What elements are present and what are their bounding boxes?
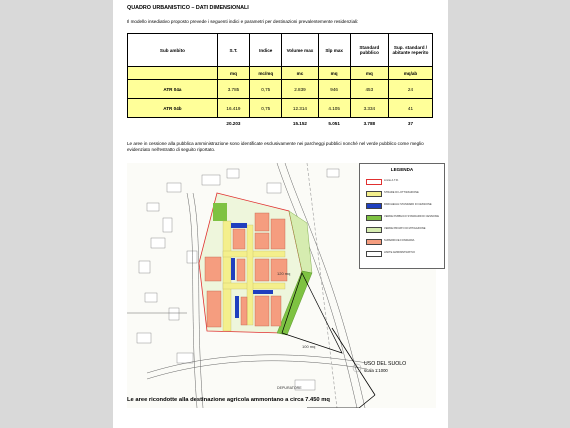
legend-label: STRADE DI LOTTIZZAZIONE (384, 191, 419, 194)
map-label-area-2: 100 mq (302, 344, 316, 349)
legend-swatch (366, 215, 382, 221)
header-slp: Slp max (318, 34, 350, 67)
legend-item (366, 178, 444, 184)
legend-swatch (366, 203, 382, 209)
total-st: 20.203 (217, 118, 249, 130)
row-slp: 946 (318, 80, 350, 99)
header-indice: Indice (250, 34, 282, 67)
legend-item (366, 250, 444, 256)
urban-parameters-table (127, 33, 433, 129)
row-volume: 2.839 (282, 80, 318, 99)
legend-swatch (366, 227, 382, 233)
legend-swatch (366, 251, 382, 257)
header-st: S.T. (217, 34, 249, 67)
section-heading: QUADRO URBANISTICO – DATI DIMENSIONALI (127, 5, 249, 11)
legend-swatch (366, 179, 382, 185)
legend-item (366, 226, 444, 232)
unit-cell (128, 67, 218, 80)
map-label-depuratore: DEPURATORE (277, 386, 302, 390)
row-standard: 3.334 (350, 99, 388, 118)
legend-title: LEGENDA (390, 167, 414, 172)
unit-cell: mq (350, 67, 388, 80)
row-st: 3.785 (217, 80, 249, 99)
intro-text: Il modello insediativo proposto prevede i seguenti indici e parametri per destinazioni prevalentemente residenziali: (127, 19, 359, 24)
unit-cell: mc/mq (250, 67, 282, 80)
total-slp: 5.051 (318, 118, 350, 130)
agricultural-area-note: Le aree ricondotte alla destinazione agricola ammontano a circa 7.450 mq (127, 397, 330, 403)
header-volume: Volume max (282, 34, 318, 67)
legend-swatch (366, 191, 382, 197)
row-name: ATR 04b (128, 99, 218, 118)
map-legend (359, 163, 445, 269)
row-ab: 24 (388, 80, 432, 99)
total-volume: 15.152 (282, 118, 318, 130)
legend-item (366, 238, 444, 244)
legend-item (366, 214, 444, 220)
table-row (128, 99, 433, 118)
map-label-area-1: 120 mq (277, 271, 291, 276)
header-sup-standard: Sup. standard / abitante reperito (388, 34, 432, 67)
public-green-north (213, 203, 227, 221)
totals-row (128, 118, 433, 130)
total-ab: 37 (388, 118, 432, 130)
legend-label: SUPERFICIE FONDIARIA (384, 239, 415, 242)
document-page (113, 0, 448, 428)
unit-cell: mc (282, 67, 318, 80)
total-standard: 3.788 (350, 118, 388, 130)
header-sub-ambito: Sub ambito (128, 34, 218, 67)
legend-label: VERDE PUBBLICO STANDARD DI CESSIONE (384, 215, 440, 218)
header-standard: Standard pubblico (350, 34, 388, 67)
map-scale: scala 1:1000 (364, 368, 388, 373)
legend-label: Limite A.T.R. (384, 179, 399, 182)
unit-cell: mq (217, 67, 249, 80)
row-volume: 12.314 (282, 99, 318, 118)
row-standard: 453 (350, 80, 388, 99)
legend-item (366, 190, 444, 196)
units-row (128, 67, 433, 80)
row-indice: 0,75 (250, 80, 282, 99)
row-st: 16.419 (217, 99, 249, 118)
unit-cell: mq (318, 67, 350, 80)
note-text: Le aree in cessione alla pubblica amministrazione sono identificate esclusivamente nei parcheggi pubblici nonché nel verde pubblico come meglio evidenziato nell'estratto di seguito riportato. (127, 141, 424, 152)
legend-swatch (366, 239, 382, 245)
table-row (128, 80, 433, 99)
row-name: ATR 04a (128, 80, 218, 99)
legend-label: VERDE PRIVATO DI MITIGAZIONE (384, 227, 426, 230)
unit-cell: mq/ab (388, 67, 432, 80)
row-slp: 4.105 (318, 99, 350, 118)
legend-item (366, 202, 444, 208)
row-indice: 0,75 (250, 99, 282, 118)
row-ab: 41 (388, 99, 432, 118)
legend-label: PARCHEGGI STANDARD DI CESSIONE (384, 203, 432, 206)
land-use-title: USO DEL SUOLO (364, 361, 407, 367)
legend-label: LIMITE AMMINISTRATIVO (384, 251, 416, 254)
